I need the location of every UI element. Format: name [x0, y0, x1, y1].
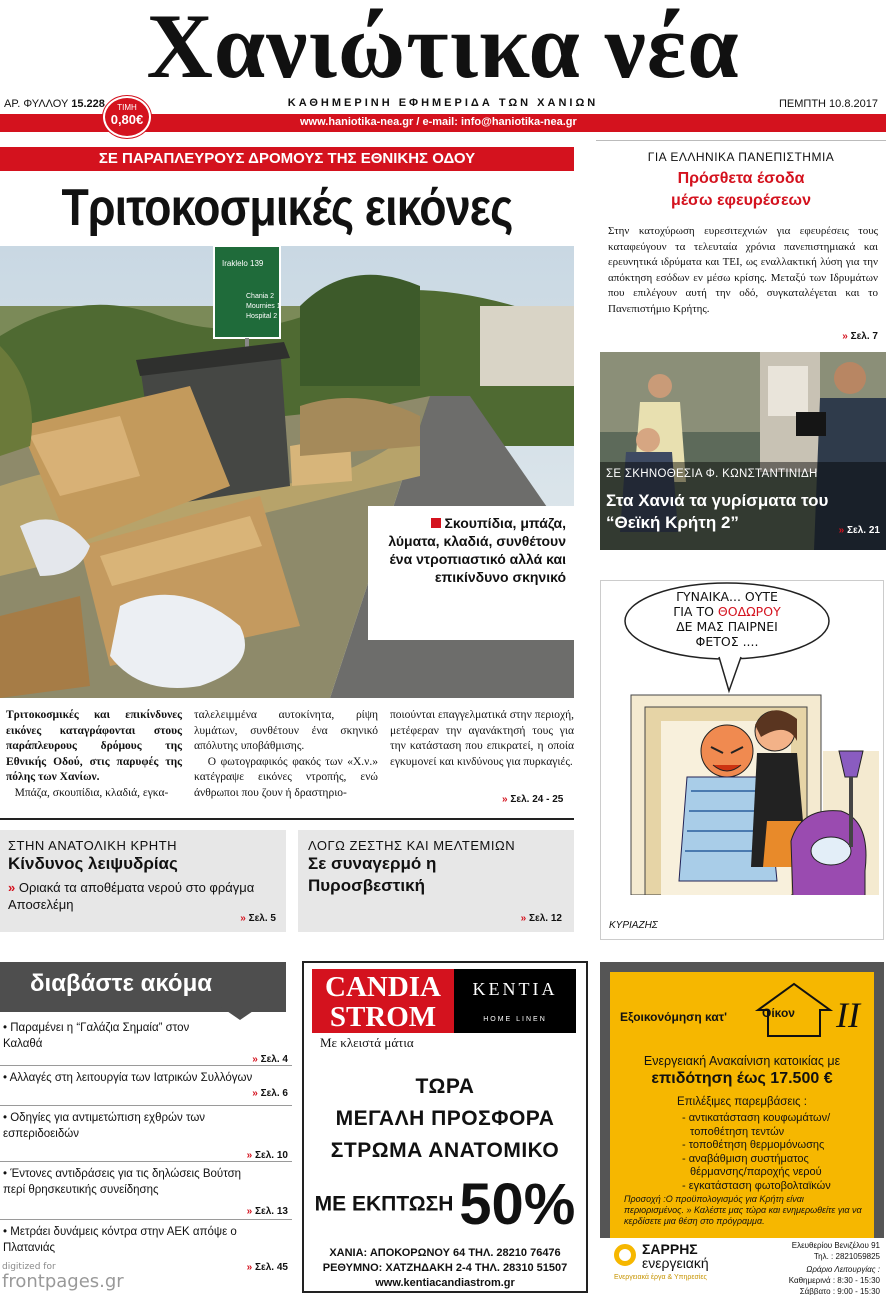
advert-discount: ΜΕ ΕΚΠΤΩΣΗ 50%: [314, 1172, 576, 1237]
main-text-column-2: ταλελειμμένα αυτοκίνητα, ρίψη λυμάτων, συνθέτουν ένα σκηνικό απόλυτης υποβάθμισης. Ο φωτογραφικός φακός των «Χ.ν.» κατέγραψε εικόνες ντροπής, ενώ άνθρωποι που ζουν ή δραστηριο-: [194, 709, 378, 799]
list-item[interactable]: • Αλλαγές στη λειτουργία των Ιατρικών Συλλόγων » Σελ. 6: [0, 1066, 292, 1106]
list-item-page-ref[interactable]: » Σελ. 4: [252, 1054, 288, 1065]
drought-kicker: ΣΤΗΝ ΑΝΑΤΟΛΙΚΗ ΚΡΗΤΗ: [8, 838, 178, 853]
editorial-cartoon[interactable]: [600, 580, 884, 940]
list-item[interactable]: • Μετράει δυνάμεις κόντρα στην ΑΕΚ απόψε ο Πλατανιάς » Σελ. 45: [0, 1220, 292, 1276]
watermark: digitized for frontpages.gr: [2, 1262, 124, 1292]
advert-line: ΣΤΡΩΜΑ ΑΝΑΤΟΜΙΚΟ: [330, 1139, 560, 1162]
university-page-ref[interactable]: » Σελ. 7: [842, 331, 878, 342]
fire-page-ref[interactable]: » Σελ. 12: [520, 913, 562, 924]
read-more-header: διαβάστε ακόμα: [0, 962, 286, 1012]
sarris-footer: ΣΑΡΡΗΣ ενεργειακή Ενεργειακά έργα & Υπηρεσίες Ελευθερίου Βενιζέλου 91 Τηλ. : 2821059825 Ωράριο Λειτουργίας : Καθημερινά : 8:30 - 15:30 Σάββατο : 9:00 - 15:30: [600, 1238, 884, 1292]
advert-address: ΡΕΘΥΜΝΟ: ΧΑΤΖΗΔΑΚΗ 2-4 ΤΗΛ. 28310 51507: [322, 1262, 568, 1274]
road-sign-line-3: Mournies 1: [246, 303, 281, 310]
drought-headline: Κίνδυνος λειψυδρίας: [8, 854, 178, 873]
sarris-interventions: - αντικατάσταση κουφωμάτων/ τοποθέτηση τεντών - τοποθέτηση θερμομόνωσης - αναβάθμιση συστήματος θέρμανσης/παροχής νερού - εγκατάσταση φωτοβολταϊκών: [682, 1112, 831, 1192]
advert-sarris-energy[interactable]: [600, 962, 884, 1295]
photo-caption: Σκουπίδια, μπάζα, λύματα, κλαδιά, συνθέτουν ένα ντροπιαστικό αλλά και επικίνδυνο σκηνικό: [368, 506, 574, 640]
university-headline: Πρόσθετα έσοδα μέσω εφευρέσεων: [671, 170, 811, 209]
sarris-note: Προσοχή :Ο προϋπολογισμός για Κρήτη είναι περιορισμένος. » Καλέστε μας τώρα και ενημερωθείτε για να κερδίσετε μια θέση στο πρόγραμμα.: [624, 1194, 862, 1226]
road-sign-line-1: Iraklelo 139: [222, 259, 264, 268]
film-page-ref[interactable]: » Σελ. 21: [838, 525, 880, 536]
main-headline[interactable]: Τριτοκοσμικές εικόνες: [61, 179, 513, 237]
story-fire-service[interactable]: [298, 830, 574, 932]
drought-page-ref[interactable]: » Σελ. 5: [240, 913, 276, 924]
issue-date: ΠΕΜΠΤΗ 10.8.2017: [778, 98, 878, 110]
drought-sub: » Οριακά τα αποθέματα νερού στο φράγμα Αποσελέμη: [8, 880, 255, 912]
main-text-column-1: Τριτοκοσμικές και επικίνδυνες εικόνες καταγράφονται στους παράπλευρους δρόμους της Εθνικής Οδού, στις παρυφές της πόλης των Χανίων. Μπάζα, σκουπίδια, κλαδιά, εγκα-: [6, 709, 182, 799]
list-item[interactable]: • Οδηγίες για αντιμετώπιση εχθρών των εσπεριδοειδών » Σελ. 10: [0, 1106, 292, 1162]
story-drought[interactable]: [0, 830, 286, 932]
main-kicker: ΣΕ ΠΑΡΑΠΛΕΥΡΟΥΣ ΔΡΟΜΟΥΣ ΤΗΣ ΕΘΝΙΚΗΣ ΟΔΟΥ: [0, 147, 574, 171]
sarris-logo: ΣΑΡΡΗΣ ενεργειακή: [642, 1241, 709, 1271]
tagline: ΚΑΘΗΜΕΡΙΝΗ ΕΦΗΜΕΡΙΔΑ ΤΩΝ ΧΑΝΙΩΝ: [287, 97, 599, 109]
list-item-page-ref[interactable]: » Σελ. 45: [246, 1262, 288, 1273]
advert-tagline: Με κλειστά μάτια: [320, 1035, 414, 1050]
newspaper-logo: Χανιώτικα νέα: [146, 0, 740, 97]
main-text-column-3: ποιούνται επαγγελματικά στην περιοχή, μετέφεραν την αγανάκτησή τους για την κατάσταση που επικρατεί, η οποία εγκυμονεί και κινδύνους για πυρκαγιές.: [390, 709, 574, 768]
film-kicker: ΣΕ ΣΚΗΝΟΘΕΣΙΑ Φ. ΚΩΝΣΤΑΝΤΙΝΙΔΗ: [606, 468, 818, 480]
advert-website[interactable]: www.kentiacandiastrom.gr: [375, 1277, 515, 1289]
university-kicker: ΓΙΑ ΕΛΛΗΝΙΚΑ ΠΑΝΕΠΙΣΤΗΜΙΑ: [647, 150, 835, 164]
sarris-promo: Εξοικονόμηση κατ' Οίκον II Ενεργειακή Ανακαίνιση κατοικίας με επιδότηση έως 17.500 € Επιλέξιμες παρεμβάσεις : - αντικατάσταση κουφωμάτων/ τοποθέτηση τεντών - τοποθέτηση θερμομόνωσης - αναβάθμιση συστήματος θέρμανσης/παροχής νερού - εγκατάσταση φωτοβολταϊκών Προσοχή :Ο προϋπολογισμός για Κρήτη είναι περιορισμένος. » Καλέστε μας τώρα και ενημερωθείτε για να κερδίσετε μια θέση στο πρόγραμμα.: [610, 972, 874, 1240]
divider: [0, 818, 574, 820]
fire-headline: Σε συναγερμό η Πυροσβεστική: [308, 854, 437, 895]
list-item-page-ref[interactable]: » Σελ. 13: [246, 1206, 288, 1217]
sarris-contact: Ελευθερίου Βενιζέλου 91 Τηλ. : 2821059825 Ωράριο Λειτουργίας : Καθημερινά : 8:30 - 15:30 Σάββατο : 9:00 - 15:30: [788, 1241, 880, 1295]
red-square-icon: [431, 518, 441, 528]
story-film[interactable]: [600, 352, 886, 550]
double-arrow-icon: »: [8, 880, 16, 895]
divider: [596, 140, 886, 141]
read-more-list: [0, 1016, 292, 1276]
road-sign-line-2: Chania 2: [246, 293, 275, 300]
story-university[interactable]: [596, 146, 886, 342]
gear-icon: [614, 1244, 636, 1266]
cartoonist-signature: ΚΥΡΙΑΖΗΣ: [609, 920, 658, 931]
list-item[interactable]: • Έντονες αντιδράσεις για τις δηλώσεις Βούτση περί θρησκευτικής συνείδησης » Σελ. 13: [0, 1162, 292, 1220]
university-text: Στην κατοχύρωση ευρεσιτεχνιών για εφευρέσεις τους καταφεύγουν τα τελευταία χρόνια πανεπιστημιακά και ερευνητικά ιδρύματα και ΤΕΙ, ως εναλλακτική λύση για την απόκτηση εσόδων εν μέσω κρίσης. Μεταξύ των Ιδρυμάτων που επιλέγουν αυτή την οδό, συγκαταλέγεται και το Πανεπιστήμιο Κρήτης.: [608, 225, 878, 315]
candia-strom-logo: CANDIA STROM: [312, 969, 454, 1033]
road-sign-line-4: Hospital 2: [246, 313, 278, 320]
fire-kicker: ΛΟΓΩ ΖΕΣΤΗΣ ΚΑΙ ΜΕΛΤΕΜΙΩΝ: [308, 838, 516, 853]
advert-candia-strom[interactable]: [302, 961, 588, 1293]
issue-number: ΑΡ. ΦΥΛΛΟΥ 15.228: [4, 98, 105, 110]
cartoon-speech-bubble: ΓΥΝΑΙΚΑ... ΟΥΤΕ ΓΙΑ ΤΟ ΘΟΔΩΡΟΥ ΔΕ ΜΑΣ ΠΑΙΡΝΕΙ ΦΕΤΟΣ ....: [673, 589, 781, 649]
advert-address: ΧΑΝΙΑ: ΑΠΟΚΟΡΩΝΟΥ 64 ΤΗΛ. 28210 76476: [329, 1247, 561, 1259]
kentia-logo: KENTIA HOME LINEN: [454, 969, 576, 1033]
film-headline: Στα Χανιά τα γυρίσματα του “Θεϊκή Κρήτη 2”: [606, 491, 829, 532]
advert-line: ΜΕΓΑΛΗ ΠΡΟΣΦΟΡΑ: [335, 1107, 555, 1130]
list-item-page-ref[interactable]: » Σελ. 6: [252, 1088, 288, 1099]
masthead: [0, 0, 886, 97]
website-link[interactable]: www.haniotika-nea.gr / e-mail: info@haniotika-nea.gr: [300, 116, 577, 128]
list-item-page-ref[interactable]: » Σελ. 10: [246, 1150, 288, 1161]
double-arrow-icon: »: [502, 794, 508, 805]
price-badge: ΤΙΜΗ 0,80€: [103, 96, 151, 138]
list-item[interactable]: • Παραμένει η “Γαλάζια Σημαία” στον Καλαθά » Σελ. 4: [0, 1016, 292, 1066]
main-page-ref[interactable]: » Σελ. 24 - 25: [502, 794, 564, 805]
advert-line: ΤΩΡΑ: [415, 1075, 475, 1098]
